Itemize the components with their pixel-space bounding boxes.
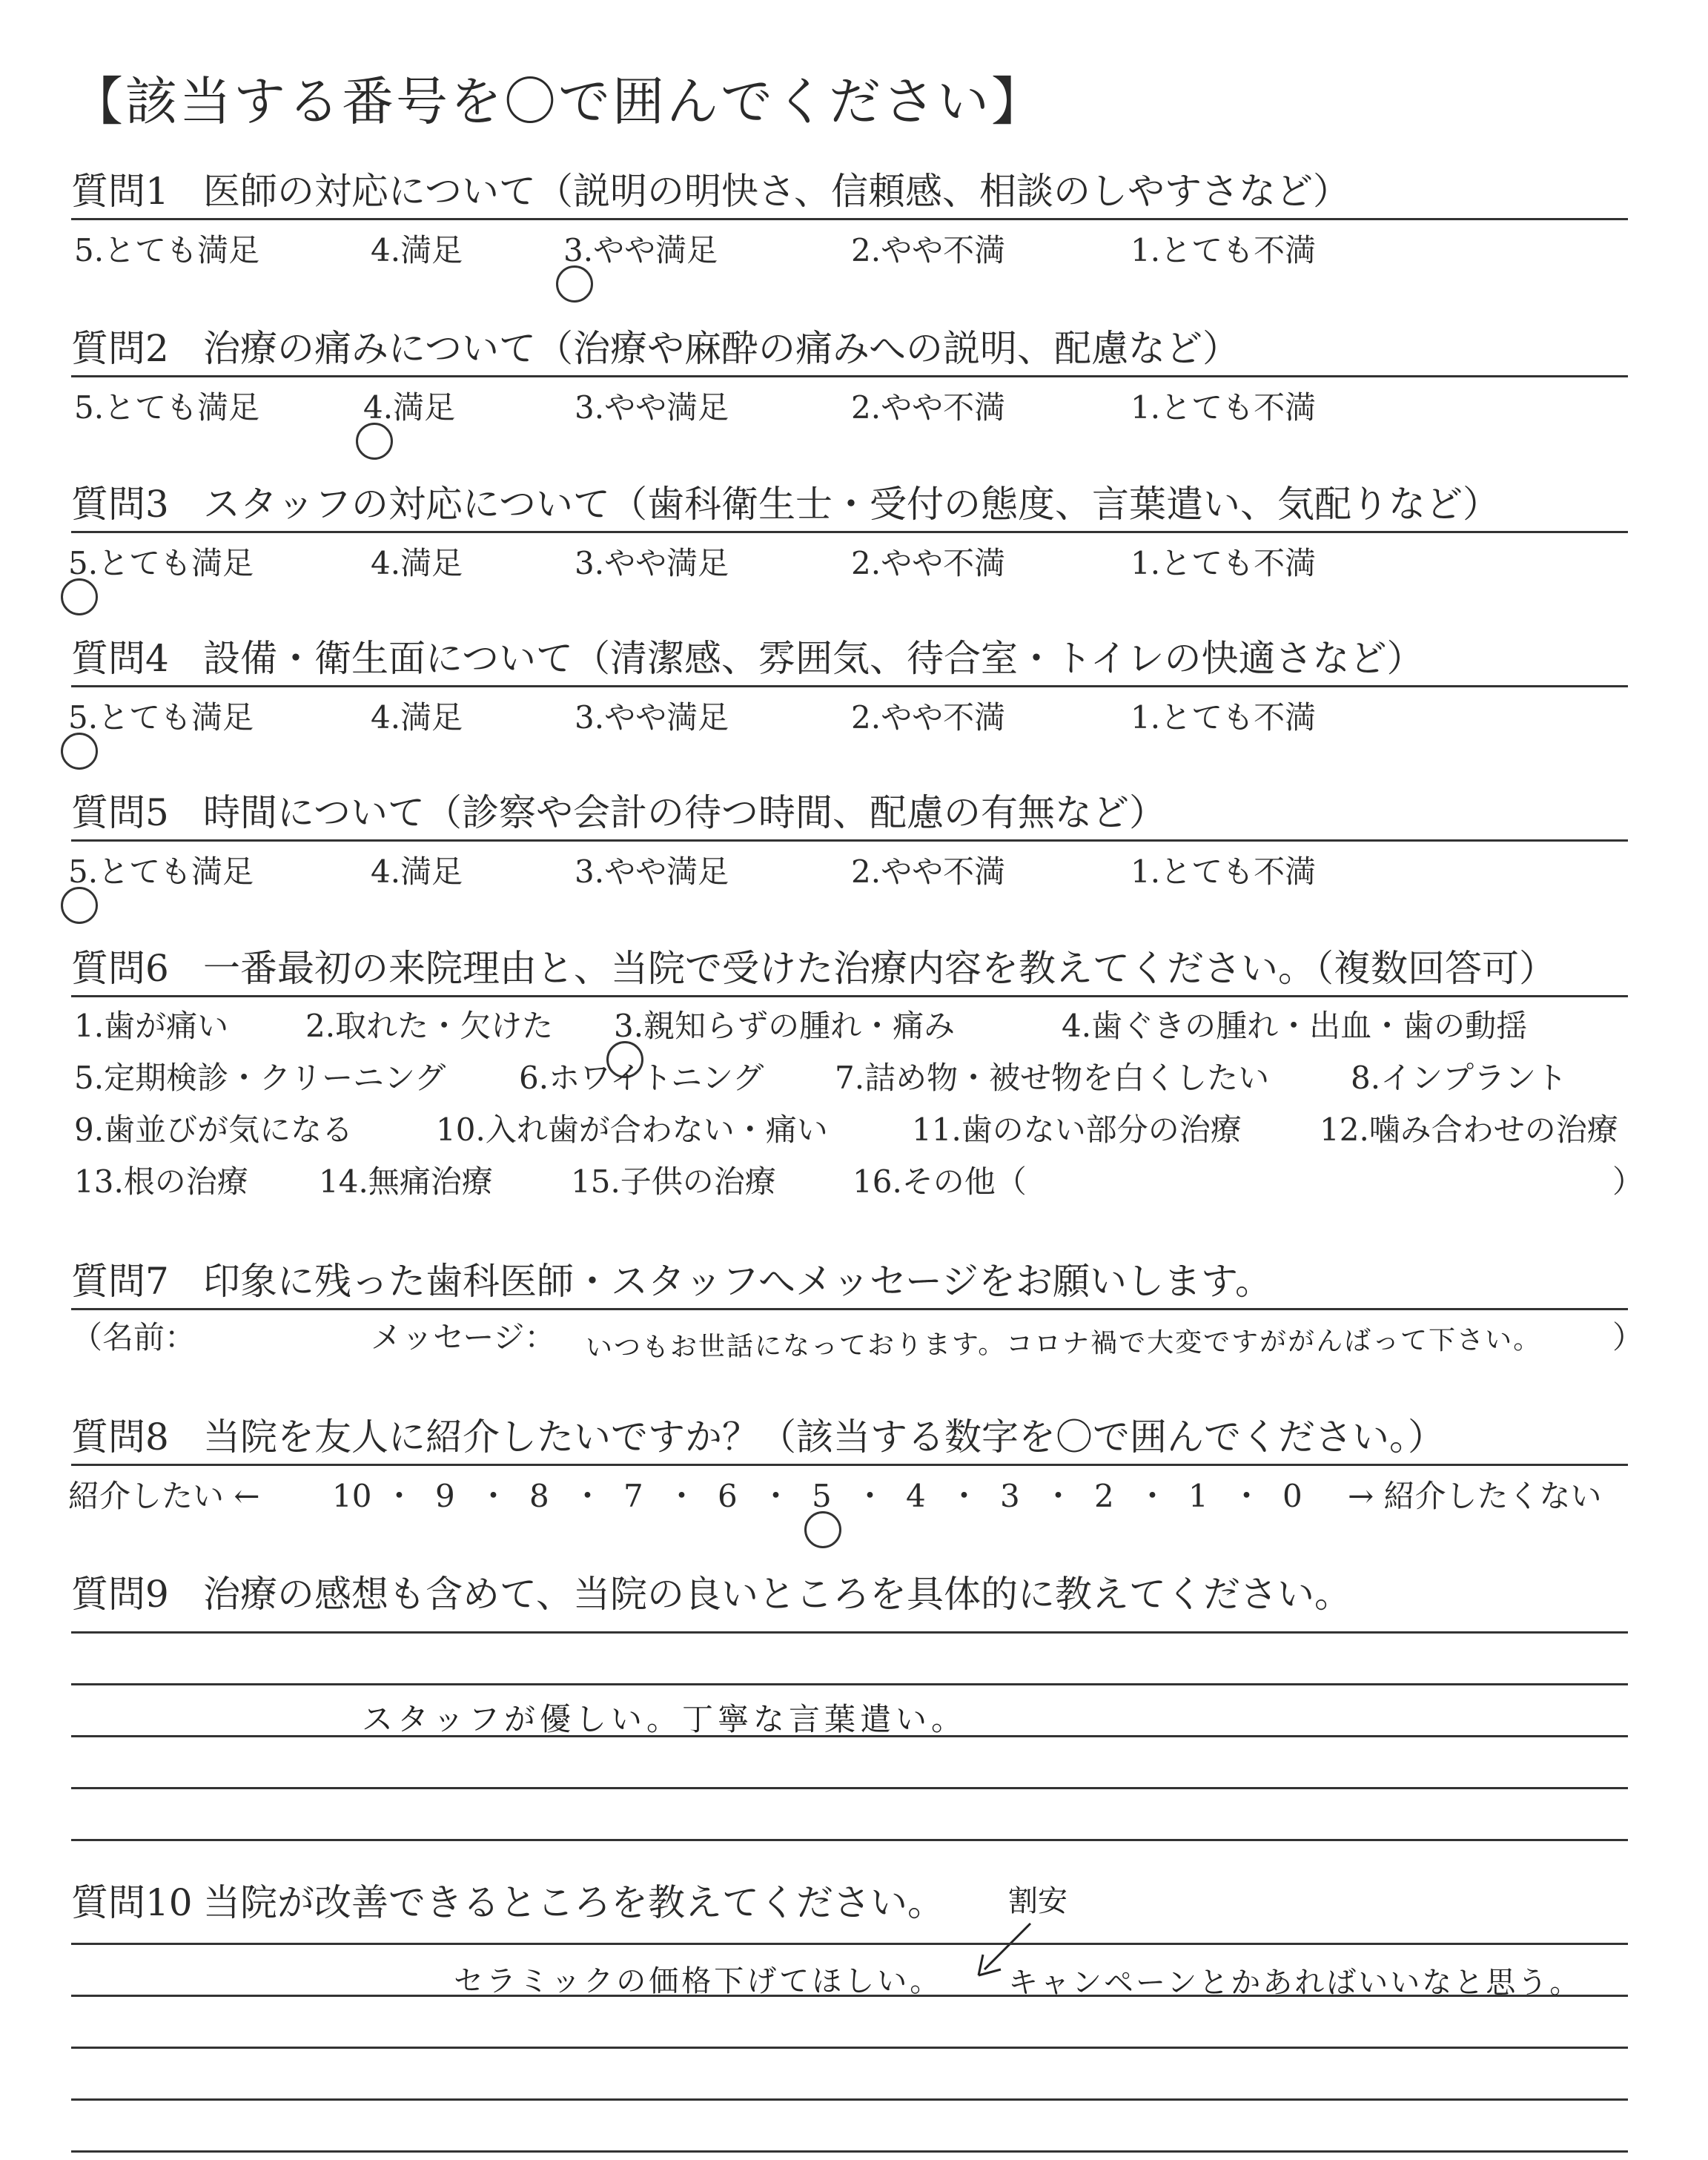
q3-option-2[interactable]: 2.やや不満 <box>851 545 1006 581</box>
q6-option-1[interactable]: 1.歯が痛い <box>74 1008 229 1044</box>
instructions-heading: 【該当する番号を〇で囲んでください】 <box>71 71 1045 132</box>
q8-right-label: → 紹介したくない <box>1348 1478 1602 1514</box>
q8-scale-separator: ・ <box>854 1478 886 1514</box>
q6-option-2[interactable]: 2.取れた・欠けた <box>305 1008 554 1044</box>
q8-scale-5[interactable]: 5 <box>812 1478 832 1514</box>
q7-title <box>71 1255 1628 1310</box>
q6-option-14[interactable]: 14.無痛治療 <box>319 1163 493 1200</box>
q8-scale-separator: ・ <box>1042 1478 1074 1514</box>
q1-option-3[interactable]: 3.やや満足 <box>563 232 718 268</box>
q10-answer-line <box>71 1943 1628 1945</box>
q3-option-1[interactable]: 1.とても不満 <box>1131 545 1317 581</box>
q8-scale-separator: ・ <box>1231 1478 1262 1514</box>
q6-text: 一番最初の来院理由と、当院で受けた治療内容を教えてください。（複数回答可） <box>203 947 1556 990</box>
q3-option-3[interactable]: 3.やや満足 <box>575 545 729 581</box>
q9-label: 質問9 <box>71 1573 169 1616</box>
q6-option-13[interactable]: 13.根の治療 <box>74 1163 248 1200</box>
q7-label: 質問7 <box>71 1260 169 1303</box>
q2-option-4[interactable]: 4.満足 <box>363 389 456 426</box>
q3-option-5[interactable]: 5.とても満足 <box>68 545 254 581</box>
q10-answer-line <box>71 2098 1628 2101</box>
q3-label: 質問3 <box>71 483 169 526</box>
q8-scale-separator: ・ <box>572 1478 603 1514</box>
q5-text: 時間について（診察や会計の待つ時間、配慮の有無など） <box>203 791 1166 834</box>
q1-option-1[interactable]: 1.とても不満 <box>1131 232 1317 268</box>
q1-option-5[interactable]: 5.とても満足 <box>74 232 260 268</box>
q8-scale-2[interactable]: 2 <box>1094 1478 1114 1514</box>
q8-scale-separator: ・ <box>666 1478 698 1514</box>
q2-text: 治療の痛みについて（治療や麻酔の痛みへの説明、配慮など） <box>203 327 1239 370</box>
q8-scale-separator: ・ <box>760 1478 792 1514</box>
q1-text: 医師の対応について（説明の明快さ、信頼感、相談のしやすさなど） <box>203 170 1350 213</box>
q6-option-9[interactable]: 9.歯並びが気になる <box>74 1112 354 1148</box>
q8-scale-10[interactable]: 10 <box>332 1478 372 1514</box>
q9-answer-line <box>71 1631 1628 1634</box>
q7-message-label: メッセージ： <box>371 1319 556 1355</box>
q1-option-2[interactable]: 2.やや不満 <box>851 232 1006 268</box>
q5-option-4[interactable]: 4.満足 <box>371 853 463 890</box>
q2-option-1[interactable]: 1.とても不満 <box>1131 389 1317 426</box>
q8-scale-9[interactable]: 9 <box>435 1478 455 1514</box>
q1-option-4[interactable]: 4.満足 <box>371 232 463 268</box>
q8-text: 当院を友人に紹介したいですか？（該当する数字を〇で囲んでください。） <box>203 1416 1445 1459</box>
q7-close: ） <box>1612 1319 1644 1355</box>
q7-message-handwritten: いつもお世話になっております。コロナ禍で大変ですががんばって下さい。 <box>585 1324 1542 1364</box>
q7-name-label: （名前： <box>71 1319 196 1355</box>
q4-label: 質問4 <box>71 637 169 680</box>
q5-option-1[interactable]: 1.とても不満 <box>1131 853 1317 890</box>
q4-text: 設備・衛生面について（清潔感、雰囲気、待合室・トイレの快適さなど） <box>203 637 1424 680</box>
q8-scale-separator: ・ <box>383 1478 415 1514</box>
q2-label: 質問2 <box>71 327 169 370</box>
q4-option-3[interactable]: 3.やや満足 <box>575 699 729 736</box>
q6-option-10[interactable]: 10.入れ歯が合わない・痛い <box>436 1112 828 1148</box>
q10-answer-continued-handwritten[interactable]: キャンペーンとかあればいいなと思う。 <box>1008 1966 1582 2000</box>
q1-label: 質問1 <box>71 170 169 213</box>
q6-option-5[interactable]: 5.定期検診・クリーニング <box>74 1060 446 1096</box>
q8-scale-separator: ・ <box>1136 1478 1168 1514</box>
q8-scale-8[interactable]: 8 <box>529 1478 549 1514</box>
q2-title <box>71 322 1628 377</box>
q6-option-11[interactable]: 11.歯のない部分の治療 <box>912 1112 1242 1148</box>
q6-option-3[interactable]: 3.親知らずの腫れ・痛み <box>614 1008 956 1044</box>
q4-option-1[interactable]: 1.とても不満 <box>1131 699 1317 736</box>
q9-answer-line <box>71 1839 1628 1841</box>
q5-title <box>71 786 1628 842</box>
q9-answer-handwritten[interactable]: スタッフが優しい。丁寧な言葉遣い。 <box>362 1701 967 1737</box>
q2-option-5[interactable]: 5.とても満足 <box>74 389 260 426</box>
q6-option-12[interactable]: 12.噛み合わせの治療 <box>1320 1112 1618 1148</box>
q8-scale-6[interactable]: 6 <box>718 1478 738 1514</box>
q5-option-3[interactable]: 3.やや満足 <box>575 853 729 890</box>
q8-left-label: 紹介したい ← <box>68 1478 260 1514</box>
q10-insert-note: 割安 <box>1008 1884 1068 1918</box>
q6-option-15[interactable]: 15.子供の治療 <box>571 1163 776 1200</box>
q3-text: スタッフの対応について（歯科衛生士・受付の態度、言葉遣い、気配りなど） <box>203 483 1500 526</box>
q6-option-4[interactable]: 4.歯ぐきの腫れ・出血・歯の動揺 <box>1062 1008 1528 1044</box>
q6-option-6[interactable]: 6.ホワイトニング <box>519 1060 764 1096</box>
q6-title <box>71 942 1628 997</box>
q8-scale-7[interactable]: 7 <box>623 1478 643 1514</box>
q6-other-close: ） <box>1612 1163 1644 1200</box>
q10-answer-line <box>71 2150 1628 2153</box>
q6-option-7[interactable]: 7.詰め物・被せ物を白くしたい <box>835 1060 1270 1096</box>
q8-scale-1[interactable]: 1 <box>1188 1478 1208 1514</box>
q6-option-8[interactable]: 8.インプラント <box>1351 1060 1568 1096</box>
q2-option-2[interactable]: 2.やや不満 <box>851 389 1006 426</box>
q8-label: 質問8 <box>71 1416 169 1459</box>
q4-option-2[interactable]: 2.やや不満 <box>851 699 1006 736</box>
q3-option-4[interactable]: 4.満足 <box>371 545 463 581</box>
q10-answer-line <box>71 2047 1628 2049</box>
q9-text: 治療の感想も含めて、当院の良いところを具体的に教えてください。 <box>203 1573 1351 1616</box>
q5-label: 質問5 <box>71 791 169 834</box>
q4-title <box>71 632 1628 687</box>
q9-answer-line <box>71 1787 1628 1789</box>
q8-title <box>71 1410 1628 1466</box>
q6-label: 質問6 <box>71 947 169 990</box>
q10-label: 質問10 <box>71 1881 193 1924</box>
q8-scale-0[interactable]: 0 <box>1282 1478 1302 1514</box>
q6-option-16[interactable]: 16.その他（ <box>853 1163 1027 1200</box>
q4-option-4[interactable]: 4.満足 <box>371 699 463 736</box>
q7-text: 印象に残った歯科医師・スタッフへメッセージをお願いします。 <box>203 1260 1272 1303</box>
q3-title <box>71 478 1628 533</box>
q2-option-3[interactable]: 3.やや満足 <box>575 389 729 426</box>
q8-scale-separator: ・ <box>948 1478 980 1514</box>
q1-title <box>71 165 1628 220</box>
q10-title <box>71 1876 1628 1929</box>
q10-text: 当院が改善できるところを教えてください。 <box>203 1881 944 1924</box>
q5-option-2[interactable]: 2.やや不満 <box>851 853 1006 890</box>
q10-answer-handwritten[interactable]: セラミックの価格下げてほしい。 <box>454 1964 943 1998</box>
q8-scale-separator: ・ <box>477 1478 509 1514</box>
q9-answer-line <box>71 1683 1628 1685</box>
q5-option-5[interactable]: 5.とても満足 <box>68 853 254 890</box>
q9-title <box>71 1568 1628 1621</box>
q4-option-5[interactable]: 5.とても満足 <box>68 699 254 736</box>
q8-scale-4[interactable]: 4 <box>906 1478 926 1514</box>
q8-scale-3[interactable]: 3 <box>1000 1478 1020 1514</box>
